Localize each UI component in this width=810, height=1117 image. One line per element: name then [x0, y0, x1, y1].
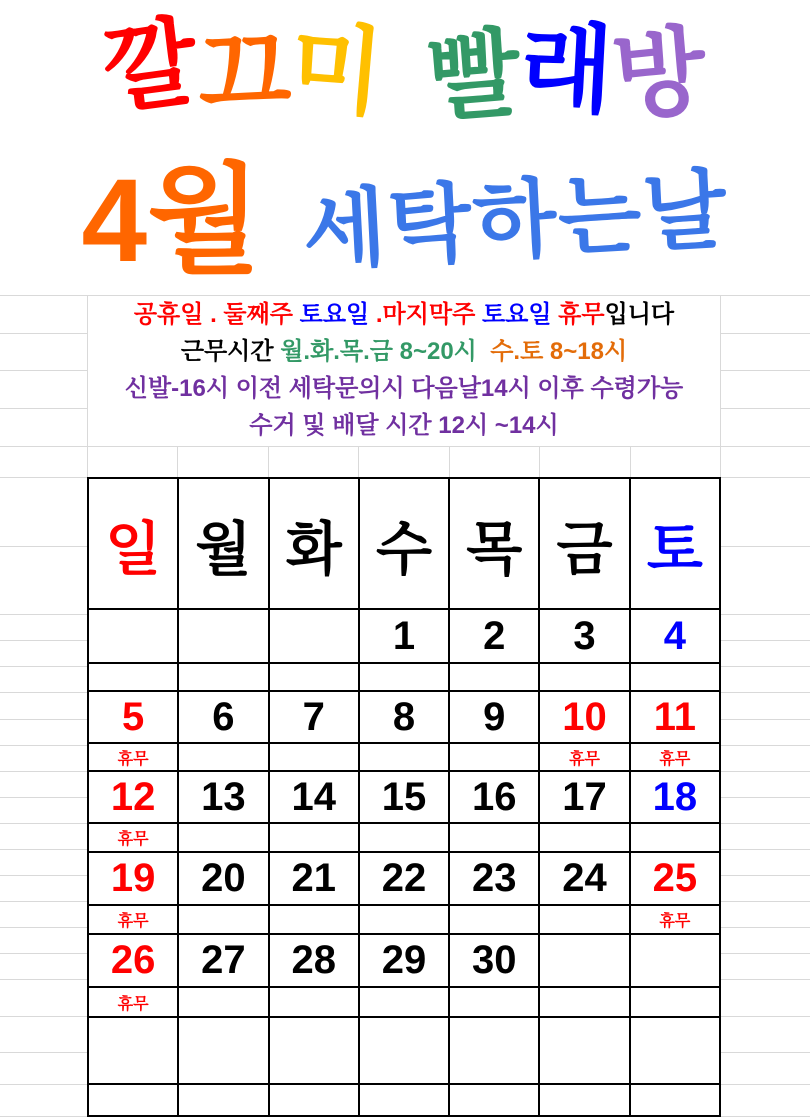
- closed-note-5: 휴무: [88, 743, 178, 771]
- empty-note-cell: [88, 663, 178, 691]
- empty-note-cell: [178, 905, 268, 934]
- empty-note-cell: [449, 743, 539, 771]
- empty-note-cell: [178, 823, 268, 852]
- gridline: [0, 979, 87, 980]
- gridline: [720, 408, 810, 409]
- title-char: 미: [285, 13, 388, 128]
- date-cell-30: 30: [449, 934, 539, 987]
- gridline: [720, 692, 810, 693]
- gridline: [358, 446, 359, 477]
- date-cell-19: 19: [88, 852, 178, 905]
- notice-segment: 수.토 8~18시: [476, 337, 628, 365]
- gridline: [720, 614, 810, 615]
- empty-note-cell: [630, 823, 720, 852]
- date-cell-18: 18: [630, 771, 720, 823]
- closed-note-26: 휴무: [88, 987, 178, 1017]
- title-char: 끄: [195, 19, 293, 130]
- day-header-월: 월: [178, 478, 268, 609]
- notice-segment: 월.화.목.금 8~20시: [280, 337, 477, 365]
- title-char: 깔: [97, 7, 203, 126]
- date-cell-4: 4: [630, 609, 720, 663]
- empty-note-cell: [269, 987, 359, 1017]
- gridline: [720, 640, 810, 641]
- gridline: [87, 446, 88, 477]
- gridline: [720, 875, 810, 876]
- empty-date-cell: [269, 1084, 359, 1116]
- empty-note-cell: [449, 905, 539, 934]
- empty-note-cell: [269, 663, 359, 691]
- notice-line-3: [125, 374, 683, 404]
- shop-title: [0, 4, 810, 149]
- gridline: [0, 692, 87, 693]
- date-cell-25: 25: [630, 852, 720, 905]
- empty-note-cell: [539, 663, 629, 691]
- empty-date-cell: [630, 1017, 720, 1084]
- gridline: [449, 446, 450, 477]
- day-header-화: 화: [269, 478, 359, 609]
- empty-date-cell: [449, 1084, 539, 1116]
- date-cell-14: 14: [269, 771, 359, 823]
- notice-segment: 신발-16시 이전 세탁문의시 다음날14시 이후 수령가능: [124, 375, 684, 403]
- gridline: [177, 446, 178, 477]
- gridline: [539, 446, 540, 477]
- notice-line-1: [134, 300, 674, 330]
- empty-note-cell: [359, 663, 449, 691]
- empty-note-cell: [178, 987, 268, 1017]
- gridline: [0, 666, 87, 667]
- title-word: [423, 4, 710, 170]
- gridline: [720, 370, 810, 371]
- empty-note-cell: [449, 987, 539, 1017]
- gridline: [720, 823, 810, 824]
- date-cell-22: 22: [359, 852, 449, 905]
- empty-note-cell: [359, 823, 449, 852]
- gridline: [720, 446, 721, 477]
- empty-note-cell: [359, 905, 449, 934]
- empty-note-cell: [269, 905, 359, 934]
- gridline: [0, 771, 87, 772]
- empty-date-cell: [630, 1084, 720, 1116]
- date-cell-24: 24: [539, 852, 629, 905]
- day-header-토: 토: [630, 478, 720, 609]
- date-cell-8: 8: [359, 691, 449, 743]
- date-cell-11: 11: [630, 691, 720, 743]
- empty-date-cell: [269, 1017, 359, 1084]
- date-cell-13: 13: [178, 771, 268, 823]
- gridline: [0, 927, 87, 928]
- empty-note-cell: [178, 663, 268, 691]
- gridline: [0, 614, 87, 615]
- date-cell-9: 9: [449, 691, 539, 743]
- notice-box: [88, 296, 720, 445]
- gridline: [0, 797, 87, 798]
- empty-date-cell: [88, 609, 178, 663]
- gridline: [720, 666, 810, 667]
- gridline: [0, 408, 87, 409]
- day-header-수: 수: [359, 478, 449, 609]
- gridline: [0, 333, 87, 334]
- gridline: [0, 1016, 87, 1017]
- gridline: [0, 823, 87, 824]
- notice-segment: 공휴일 . 둘째주: [133, 300, 300, 328]
- empty-date-cell: [178, 1017, 268, 1084]
- gridline: [0, 370, 87, 371]
- empty-date-cell: [359, 1084, 449, 1116]
- closed-note-12: 휴무: [88, 823, 178, 852]
- empty-note-cell: [630, 663, 720, 691]
- empty-note-cell: [539, 823, 629, 852]
- empty-note-cell: [178, 743, 268, 771]
- date-cell-6: 6: [178, 691, 268, 743]
- closed-note-19: 휴무: [88, 905, 178, 934]
- notice-line-4: [249, 411, 558, 441]
- notice-segment: 휴무: [551, 300, 605, 328]
- date-cell-15: 15: [359, 771, 449, 823]
- notice-segment: 토요일: [481, 300, 552, 328]
- gridline: [0, 745, 87, 746]
- empty-note-cell: [539, 987, 629, 1017]
- day-header-금: 금: [539, 478, 629, 609]
- date-cell-1: 1: [359, 609, 449, 663]
- subtitle-label: 세탁하는날: [300, 161, 731, 280]
- date-cell-5: 5: [88, 691, 178, 743]
- empty-date-cell: [630, 934, 720, 987]
- gridline: [0, 875, 87, 876]
- gridline: [720, 1016, 810, 1017]
- gridline: [720, 333, 810, 334]
- empty-date-cell: [88, 1084, 178, 1116]
- gridline: [720, 1052, 810, 1053]
- empty-date-cell: [178, 1084, 268, 1116]
- gridline: [720, 849, 810, 850]
- notice-segment: 입니다: [604, 300, 675, 328]
- closed-note-25: 휴무: [630, 905, 720, 934]
- empty-note-cell: [359, 743, 449, 771]
- title-char: 래: [517, 13, 616, 126]
- gridline: [0, 953, 87, 954]
- empty-note-cell: [269, 743, 359, 771]
- gridline: [0, 640, 87, 641]
- calendar-table: [87, 477, 721, 1117]
- title-char: 빨: [423, 19, 524, 134]
- gridline: [720, 745, 810, 746]
- date-cell-17: 17: [539, 771, 629, 823]
- gridline: [0, 546, 87, 547]
- empty-date-cell: [539, 934, 629, 987]
- gridline: [720, 477, 810, 478]
- gridline: [720, 771, 810, 772]
- gridline: [0, 477, 87, 478]
- date-cell-12: 12: [88, 771, 178, 823]
- empty-date-cell: [449, 1017, 539, 1084]
- empty-note-cell: [449, 663, 539, 691]
- date-cell-3: 3: [539, 609, 629, 663]
- empty-date-cell: [539, 1017, 629, 1084]
- gridline: [720, 979, 810, 980]
- date-cell-28: 28: [269, 934, 359, 987]
- empty-date-cell: [269, 609, 359, 663]
- date-cell-27: 27: [178, 934, 268, 987]
- gridline: [720, 953, 810, 954]
- date-cell-20: 20: [178, 852, 268, 905]
- gridline: [720, 546, 810, 547]
- gridline: [0, 719, 87, 720]
- date-cell-23: 23: [449, 852, 539, 905]
- empty-note-cell: [539, 905, 629, 934]
- day-header-목: 목: [449, 478, 539, 609]
- empty-date-cell: [539, 1084, 629, 1116]
- gridline: [720, 719, 810, 720]
- empty-date-cell: [88, 1017, 178, 1084]
- title-word: [97, 4, 388, 170]
- gridline: [0, 1084, 87, 1085]
- date-cell-21: 21: [269, 852, 359, 905]
- date-cell-16: 16: [449, 771, 539, 823]
- gridline: [720, 1084, 810, 1085]
- notice-segment: 토요일: [299, 300, 370, 328]
- gridline: [720, 797, 810, 798]
- empty-date-cell: [359, 1017, 449, 1084]
- gridline: [0, 446, 810, 447]
- notice-segment: .마지막주: [369, 300, 482, 328]
- empty-note-cell: [359, 987, 449, 1017]
- date-cell-29: 29: [359, 934, 449, 987]
- empty-note-cell: [269, 823, 359, 852]
- gridline: [720, 927, 810, 928]
- empty-note-cell: [449, 823, 539, 852]
- gridline: [720, 901, 810, 902]
- closed-note-10: 휴무: [539, 743, 629, 771]
- date-cell-2: 2: [449, 609, 539, 663]
- month-label: 4월: [81, 154, 262, 287]
- notice-line-2: [181, 337, 627, 367]
- notice-segment: 근무시간: [180, 337, 281, 365]
- gridline: [0, 1052, 87, 1053]
- date-cell-7: 7: [269, 691, 359, 743]
- date-cell-26: 26: [88, 934, 178, 987]
- date-cell-10: 10: [539, 691, 629, 743]
- calendar-subtitle: [0, 148, 810, 293]
- title-char: 방: [608, 17, 710, 132]
- day-header-일: 일: [88, 478, 178, 609]
- gridline: [268, 446, 269, 477]
- gridline: [0, 849, 87, 850]
- closed-note-11: 휴무: [630, 743, 720, 771]
- empty-date-cell: [178, 609, 268, 663]
- gridline: [0, 901, 87, 902]
- empty-note-cell: [630, 987, 720, 1017]
- notice-segment: 수거 및 배달 시간 12시 ~14시: [249, 412, 559, 440]
- gridline: [630, 446, 631, 477]
